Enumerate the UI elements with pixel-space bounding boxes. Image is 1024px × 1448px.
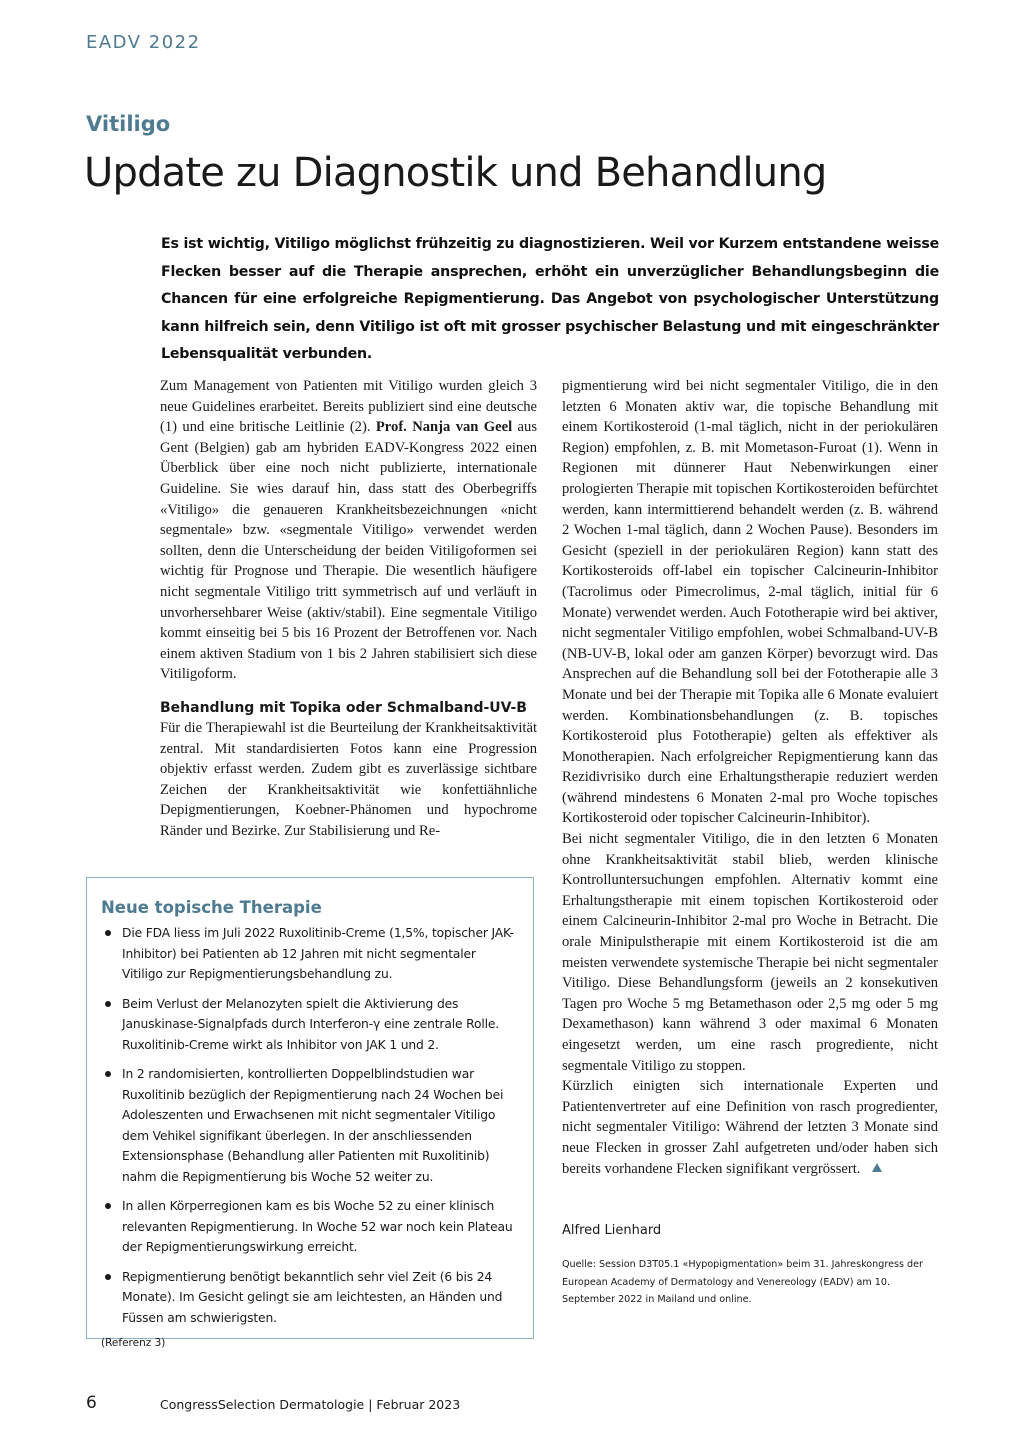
journal-info: CongressSelection Dermatologie | Februar 2023	[160, 1397, 461, 1412]
list-item: In 2 randomisierten, kontrollierten Doppelblindstudien war Ruxolitinib bezüglich der Repigmentierung nach 24 Wochen bei Adoleszenten und Erwachsenen mit nicht segmentaler Vitiligo dem Vehikel signifikant überlegen. In der anschliessenden Extensionsphase (Behandlung aller Patienten mit Ruxolitinib) nahm die Repigmentierung bis Woche 52 weiter zu.	[101, 1064, 517, 1187]
paragraph: pigmentierung wird bei nicht segmentaler Vitiligo, die in den letzten 6 Monaten aktiv war, die topische Behandlung mit einem Kortikosteroid (1-mal täglich, nicht in der periokulären Region) empfohlen, z. B. mit Mometason-Furoat (1). Wenn in Regionen mit dünnerer Haut Nebenwirkungen einer prologierten Therapie mit topischen Kortikosteroiden befürchtet werden, kann intermittierend behandelt werden (z. B. während 2 Wochen 1-mal täglich, dann 2 Wochen Pause). Besonders im Gesicht (speziell in der periokulären Region) kann statt des Kortikosteroids off-label ein topischer Calcineurin-Inhibitor (Tacrolimus oder Pimecrolimus, 2-mal täglich, initial für 6 Monate) verwendet werden. Auch Fototherapie wird bei aktiver, nicht segmentaler Vitiligo empfohlen, wobei Schmalband-UV-B (NB-UV-B, lokal oder am ganzen Körper) bevorzugt wird. Das Ansprechen auf die Behandlung soll bei der Fototherapie alle 3 Monate und bei der Therapie mit Topika alle 6 Monate evaluiert werden. Kombinationsbehandlungen (z. B. topisches Kortikosteroid plus Fototherapie) gelten als effektiver als Monotherapien. Nach erfolgreicher Repigmentierung kann das Rezidivrisiko durch eine Erhaltungstherapie reduziert werden (während mindestens 6 Monaten 2-mal pro Woche topisches Kortikosteroid oder topischer Calcineurin-Inhibitor).	[562, 378, 938, 827]
paragraph: Für die Therapiewahl ist die Beurteilung der Krankheitsaktivität zentral. Mit standardisierten Fotos kann eine Progression objektiv erfasst werden. Zudem gibt es zuverlässige sichtbare Zeichen der Krankheitsaktivität wie konfettiähnliche Depigmentierungen, Koebner-Phänomen und hypochrome Ränder und Bezirke. Zur Stabilisierung und Re-	[160, 719, 537, 839]
info-box-title: Neue topische Therapie	[101, 898, 322, 917]
list-item: Repigmentierung benötigt bekanntlich sehr viel Zeit (6 bis 24 Monate). Im Gesicht gelingt sie am leichtesten, an Händen und Füssen am schwierigsten.	[101, 1267, 517, 1329]
list-item: Die FDA liess im Juli 2022 Ruxolitinib-Creme (1,5%, topischer JAK-Inhibitor) bei Patienten ab 12 Jahren mit nicht segmentaler Vitiligo zur Repigmentierungsbehandlung zu.	[101, 923, 517, 985]
end-of-article-triangle-icon	[872, 1163, 882, 1172]
info-box	[86, 877, 534, 1349]
article-kicker: Vitiligo	[86, 112, 171, 136]
text-column-right	[562, 376, 938, 1179]
paragraph-text: Zum Management von Patienten mit Vitiligo wurden gleich 3 neue Guidelines erarbeitet. Bereits publiziert sind eine deutsche (1) und eine britische Leitlinie (2).	[160, 378, 537, 436]
section-subheading: Behandlung mit Topika oder Schmalband-UV-B	[160, 699, 527, 716]
article-lead: Es ist wichtig, Vitiligo möglichst frühzeitig zu diagnostizieren. Weil vor Kurzem entstandene weisse Flecken besser auf die Therapie ansprechen, erhöht ein unverzüglicher Behandlungsbeginn die Chancen für eine erfolgreiche Repigmentierung. Das Angebot von psychologischer Unterstützung kann hilfreich sein, denn Vitiligo ist oft mit grosser psychischer Belastung und mit eingeschränkter Lebensqualität verbunden.	[161, 236, 939, 363]
paragraph	[160, 376, 537, 685]
paragraph: Bei nicht segmentaler Vitiligo, die in den letzten 6 Monaten ohne Krankheitsaktivität stabil blieb, werden klinische Kontrolluntersuchungen empfohlen. Alternativ kommt eine Erhaltungstherapie mit einem topischen Kortikosteroid oder einem Calcineurin-Inhibitor 2-mal pro Woche in Betracht. Die orale Minipulstherapie mit einem Kortikosteroid ist die am meisten verwendete systemische Therapie bei nicht segmentaler Vitiligo. Diese Behandlungsform (jeweils an 2 konsekutiven Tagen pro Woche 5 mg Betamethason oder 2,5 mg oder 5 mg Dexamethason) kann während 3 oder maximal 6 Monaten eingesetzt werden, um eine rasch progrediente, nicht segmentale Vitiligo zu stoppen.	[562, 831, 938, 1074]
info-box-list	[101, 923, 517, 1328]
text-column-left	[160, 376, 537, 841]
list-item: Beim Verlust der Melanozyten spielt die Aktivierung des Januskinase-Signalpfads durch Interferon-γ eine zentrale Rolle. Ruxolitinib-Creme wirkt als Inhibitor von JAK 1 und 2.	[101, 994, 517, 1056]
paragraph	[562, 1076, 938, 1179]
person-name: Prof. Nanja van Geel	[375, 419, 513, 436]
page-number: 6	[86, 1393, 97, 1413]
source-note: Quelle: Session D3T05.1 «Hypopigmentation» beim 31. Jahreskongress der European Academy of Dermatology and Venereology (EADV) am 10. September 2022 in Mailand und online.	[562, 1259, 923, 1305]
info-box-reference: (Referenz 3)	[101, 1337, 166, 1349]
list-item: In allen Körperregionen kam es bis Woche 52 zu einer klinisch relevanten Repigmentierung. In Woche 52 war noch kein Plateau der Repigmentierungswirkung erreicht.	[101, 1196, 517, 1258]
paragraph-text: Kürzlich einigten sich internationale Experten und Patientenvertreter auf eine Definition von rasch progredienter, nicht segmentaler Vitiligo: Während der letzten 3 Monate sind neue Flecken in grosser Zahl aufgetreten und/oder haben sich bereits vorhandene Flecken signifikant vergrössert.	[562, 1078, 938, 1177]
section-header: EADV 2022	[86, 32, 201, 53]
paragraph-text: aus Gent (Belgien) gab am hybriden EADV-Kongress 2022 einen Überblick über eine noch nicht publizierte, internationale Guideline. Sie wies darauf hin, dass statt des Oberbegriffs «Vitiligo» die genaueren Krankheitsbezeichnungen «nicht segmentale» bzw. «segmentale Vitiligo» verwendet werden sollten, denn die Unterscheidung der beiden Vitiligoformen sei wichtig für Prognose und Therapie. Die wesentlich häufigere nicht segmentale Vitiligo tritt symmetrisch auf und verläuft in unvorhersehbarer Weise (aktiv/stabil). Eine segmentale Vitiligo kommt einseitig bei 5 bis 16 Prozent der Betroffenen vor. Nach einem aktiven Stadium von 1 bis 2 Jahren stabilisiert sich diese Vitiligoform.	[160, 419, 538, 683]
article-title: Update zu Diagnostik und Behandlung	[84, 150, 827, 196]
author-name: Alfred Lienhard	[562, 1223, 662, 1238]
